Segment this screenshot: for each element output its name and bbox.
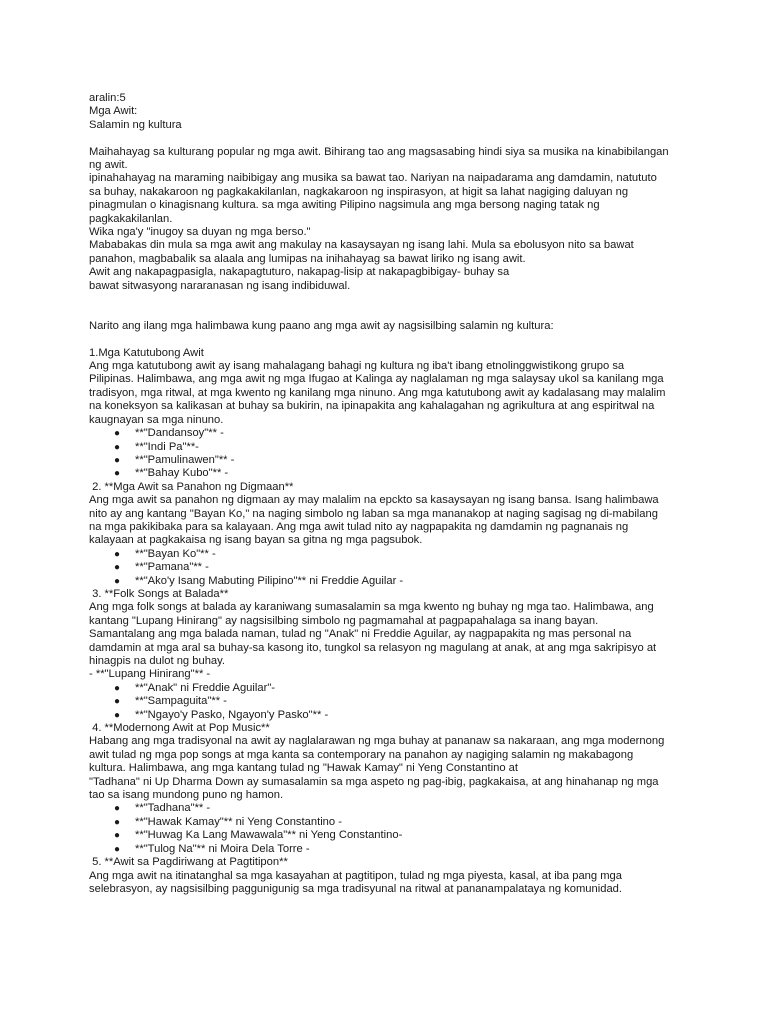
section-paragraph xyxy=(89,601,714,668)
intro-line: sa buhay, nakakaroon ng pagkakakilanlan, nagkakaroon ng inspirasyon, at higit sa lahat nagiging daluyan ng xyxy=(89,185,629,198)
paragraph-line: selebrasyon, ay nagsisilbing paggunigunig sa mga tradisyunal na ritwal at pananampalataya ng komunidad. xyxy=(89,882,622,895)
paragraph-line: Habang ang mga tradisyonal na awit ay naglalarawan ng mga buhay at pananaw sa nakaraan, ang mga modernong xyxy=(89,735,665,748)
bullet-icon: ● xyxy=(114,548,121,560)
song-title: **"Pamulinawen"** - xyxy=(135,453,235,466)
song-title: **"Sampaguita"** - xyxy=(135,695,227,708)
dash-item: - **"Lupang Hinirang"** - xyxy=(89,668,211,681)
document-subtitle: Salamin ng kultura xyxy=(89,118,182,131)
section-paragraph xyxy=(89,870,714,897)
paragraph-line: Ang mga awit sa panahon ng digmaan ay may malalim na epckto sa kasaysayan ng isang bansa. Isang halimbawa xyxy=(89,494,659,507)
song-title: **"Hawak Kamay"** ni Yeng Constantino - xyxy=(135,815,342,828)
song-title: **"Dandansoy"** - xyxy=(135,427,224,440)
song-title: **"Huwag Ka Lang Mawawala"** ni Yeng Constantino- xyxy=(135,829,403,842)
section-heading: 4. **Modernong Awit at Pop Music** xyxy=(89,722,270,735)
song-list-item xyxy=(89,682,714,695)
section-heading: 3. **Folk Songs at Balada** xyxy=(89,587,229,600)
intro-line: pinagmulan o kinagisnang kultura. sa mga awiting Pilipino nagsimula ang mga bersong naging tatak ng xyxy=(89,199,600,212)
section-heading: 2. **Mga Awit sa Panahon ng Digmaan** xyxy=(89,480,294,493)
lead-sentence: Narito ang ilang mga halimbawa kung paano ang mga awit ay nagsisilbing salamin ng kultura: xyxy=(89,319,554,332)
paragraph-line: "Tadhana" ni Up Dharma Down ay sumasalamin sa mga aspeto ng pag-ibig, pagkakaisa, at ang hinahanap ng mga xyxy=(89,775,659,788)
song-title: **"Bahay Kubo"** - xyxy=(135,467,229,480)
bullet-icon: ● xyxy=(114,709,121,721)
song-title: **"Indi Pa"**- xyxy=(135,440,199,453)
intro-line: pagkakakilanlan. xyxy=(89,212,173,225)
song-list xyxy=(89,802,714,856)
song-list-item xyxy=(89,816,714,829)
song-list-item xyxy=(89,561,714,574)
section-paragraph xyxy=(89,494,714,548)
song-list-item xyxy=(89,802,714,815)
song-list-item xyxy=(89,548,714,561)
song-title: **"Bayan Ko"** - xyxy=(135,547,216,560)
intro-line: ipinahahayag na maraming naibibigay ang musika sa bawat tao. Nariyan na naipadarama ang damdamin, natututo xyxy=(89,172,657,185)
paragraph-line: kalayaan at pagkakaisa ng isang bayan sa gitna ng mga pagsubok. xyxy=(89,534,423,547)
paragraph-line: nito ay ang kantang "Bayan Ko," na naging simbolo ng laban sa mga mananakop at naging sagisag ng di-mabilang xyxy=(89,507,658,520)
section xyxy=(89,481,714,588)
bullet-icon: ● xyxy=(114,803,121,815)
paragraph-line: tao sa isang mundong puno ng hamon. xyxy=(89,789,284,802)
bullet-icon: ● xyxy=(114,428,121,440)
song-list-item xyxy=(89,427,714,440)
paragraph-line: hinagpis na dulot ng buhay. xyxy=(89,655,226,668)
paragraph-line: awit tulad ng mga pop songs at mga kanta sa contemporary na panahon ay nagiging salamin ng makabagong xyxy=(89,748,634,761)
song-title: **"Ako'y Isang Mabuting Pilipino"** ni Freddie Aguilar - xyxy=(135,574,404,587)
bullet-icon: ● xyxy=(114,454,121,466)
paragraph-line: kultura. Halimbawa, ang mga kantang tulad ng "Hawak Kamay" ni Yeng Constantino at xyxy=(89,762,518,775)
section xyxy=(89,347,714,481)
section-heading: 5. **Awit sa Pagdiriwang at Pagtitipon** xyxy=(89,856,288,869)
section-paragraph xyxy=(89,735,714,802)
intro-line: Wika nga'y "inugoy sa duyan ng mga berso." xyxy=(89,226,311,239)
bullet-icon: ● xyxy=(114,682,121,694)
bullet-icon: ● xyxy=(114,696,121,708)
document-title: Mga Awit: xyxy=(89,105,138,118)
document-body xyxy=(89,92,714,896)
paragraph-line: Ang mga folk songs at balada ay karaniwang sumasalamin sa mga kwento ng buhay ng mga tao. Halimbawa, ang xyxy=(89,601,654,614)
paragraph-line: Pilipinas. Halimbawa, ang mga awit ng mga Ifugao at Kalinga ay naglalaman ng mga salaysay ukol sa kanilang mga xyxy=(89,373,664,386)
lesson-number: aralin:5 xyxy=(89,92,126,104)
song-list-item xyxy=(89,467,714,480)
intro-line: Awit ang nakapagpasigla, nakapagtuturo, nakapag-lisip at nakapagbibigay- buhay sa xyxy=(89,266,510,279)
song-title: **"Pamana"** - xyxy=(135,561,209,574)
paragraph-line: Ang mga awit na itinatanghal sa mga kasayahan at pagtitipon, tulad ng mga piyesta, kasal, at iba pang mga xyxy=(89,869,622,882)
paragraph-line: Samantalang ang mga balada naman, tulad ng "Anak" ni Freddie Aguilar, ay nagpapakita ng mas personal na xyxy=(89,628,632,641)
song-list-item xyxy=(89,441,714,454)
paragraph-line: kantang "Lupang Hinirang" ay nagsisilbing simbolo ng pagmamahal at pagpapahalaga sa inang bayan. xyxy=(89,614,599,627)
section xyxy=(89,856,714,896)
song-list xyxy=(89,548,714,588)
section-paragraph xyxy=(89,360,714,427)
bullet-icon: ● xyxy=(114,816,121,828)
intro-line: bawat sitwasyong nararanasan ng isang indibiduwal. xyxy=(89,279,351,292)
bullet-icon: ● xyxy=(114,562,121,574)
song-title: **"Tadhana"** - xyxy=(135,802,211,815)
paragraph-line: kaugnayan sa mga ninuno. xyxy=(89,413,224,426)
paragraph-line: Ang mga katutubong awit ay isang mahalagang bahagi ng kultura ng iba't ibang etnolinggwistikong grupo sa xyxy=(89,360,625,373)
song-list-item xyxy=(89,843,714,856)
paragraph-line: na mga pakikibaka para sa kalayaan. Ang mga awit tulad nito ay nagpapakita ng damdamin ng pagnanais ng xyxy=(89,520,629,533)
intro-paragraph xyxy=(89,146,714,293)
document-header xyxy=(89,92,714,132)
song-title: **"Tulog Na"** ni Moira Dela Torre - xyxy=(135,842,310,855)
section xyxy=(89,588,714,722)
song-title: **"Ngayo'y Pasko, Ngayon'y Pasko"** - xyxy=(135,708,329,721)
song-list-item xyxy=(89,709,714,722)
section-heading: 1.Mga Katutubong Awit xyxy=(89,346,204,359)
song-title: **"Anak" ni Freddie Aguilar"- xyxy=(135,681,276,694)
song-list xyxy=(89,682,714,722)
song-list-item xyxy=(89,695,714,708)
bullet-icon: ● xyxy=(114,575,121,587)
intro-line: Mababakas din mula sa mga awit ang makulay na kasaysayan ng isang lahi. Mula sa ebolusyon nito sa bawat xyxy=(89,239,634,252)
intro-line: Maihahayag sa kulturang popular ng mga awit. Bihirang tao ang magsasabing hindi siya sa musika na kinabibilangan xyxy=(89,145,669,158)
paragraph-line: damdamin at mga aral sa buhay-sa kasong ito, tungkol sa relasyon ng magulang at anak, at ang mga sakripisyo at xyxy=(89,641,657,654)
song-list-item xyxy=(89,575,714,588)
section xyxy=(89,722,714,856)
song-list xyxy=(89,427,714,481)
bullet-icon: ● xyxy=(114,830,121,842)
paragraph-line: tradisyon, mga ritwal, at mga kwento ng kanilang mga ninuno. Ang mga katutubong awit ay kadalasang may malalim xyxy=(89,386,666,399)
bullet-icon: ● xyxy=(114,468,121,480)
song-list-item xyxy=(89,454,714,467)
song-list-item xyxy=(89,829,714,842)
bullet-icon: ● xyxy=(114,843,121,855)
paragraph-line: na koneksyon sa kalikasan at buhay sa bukirin, na ipinapakita ang kahalagahan ng agrikultura at ang espiritwal na xyxy=(89,400,655,413)
bullet-icon: ● xyxy=(114,441,121,453)
intro-line: ng awit. xyxy=(89,159,128,172)
sections xyxy=(89,347,714,897)
intro-line: panahon, magbabalik sa alaala ang lumipas na inihahayag sa bawat liriko ng isang awit. xyxy=(89,252,526,265)
